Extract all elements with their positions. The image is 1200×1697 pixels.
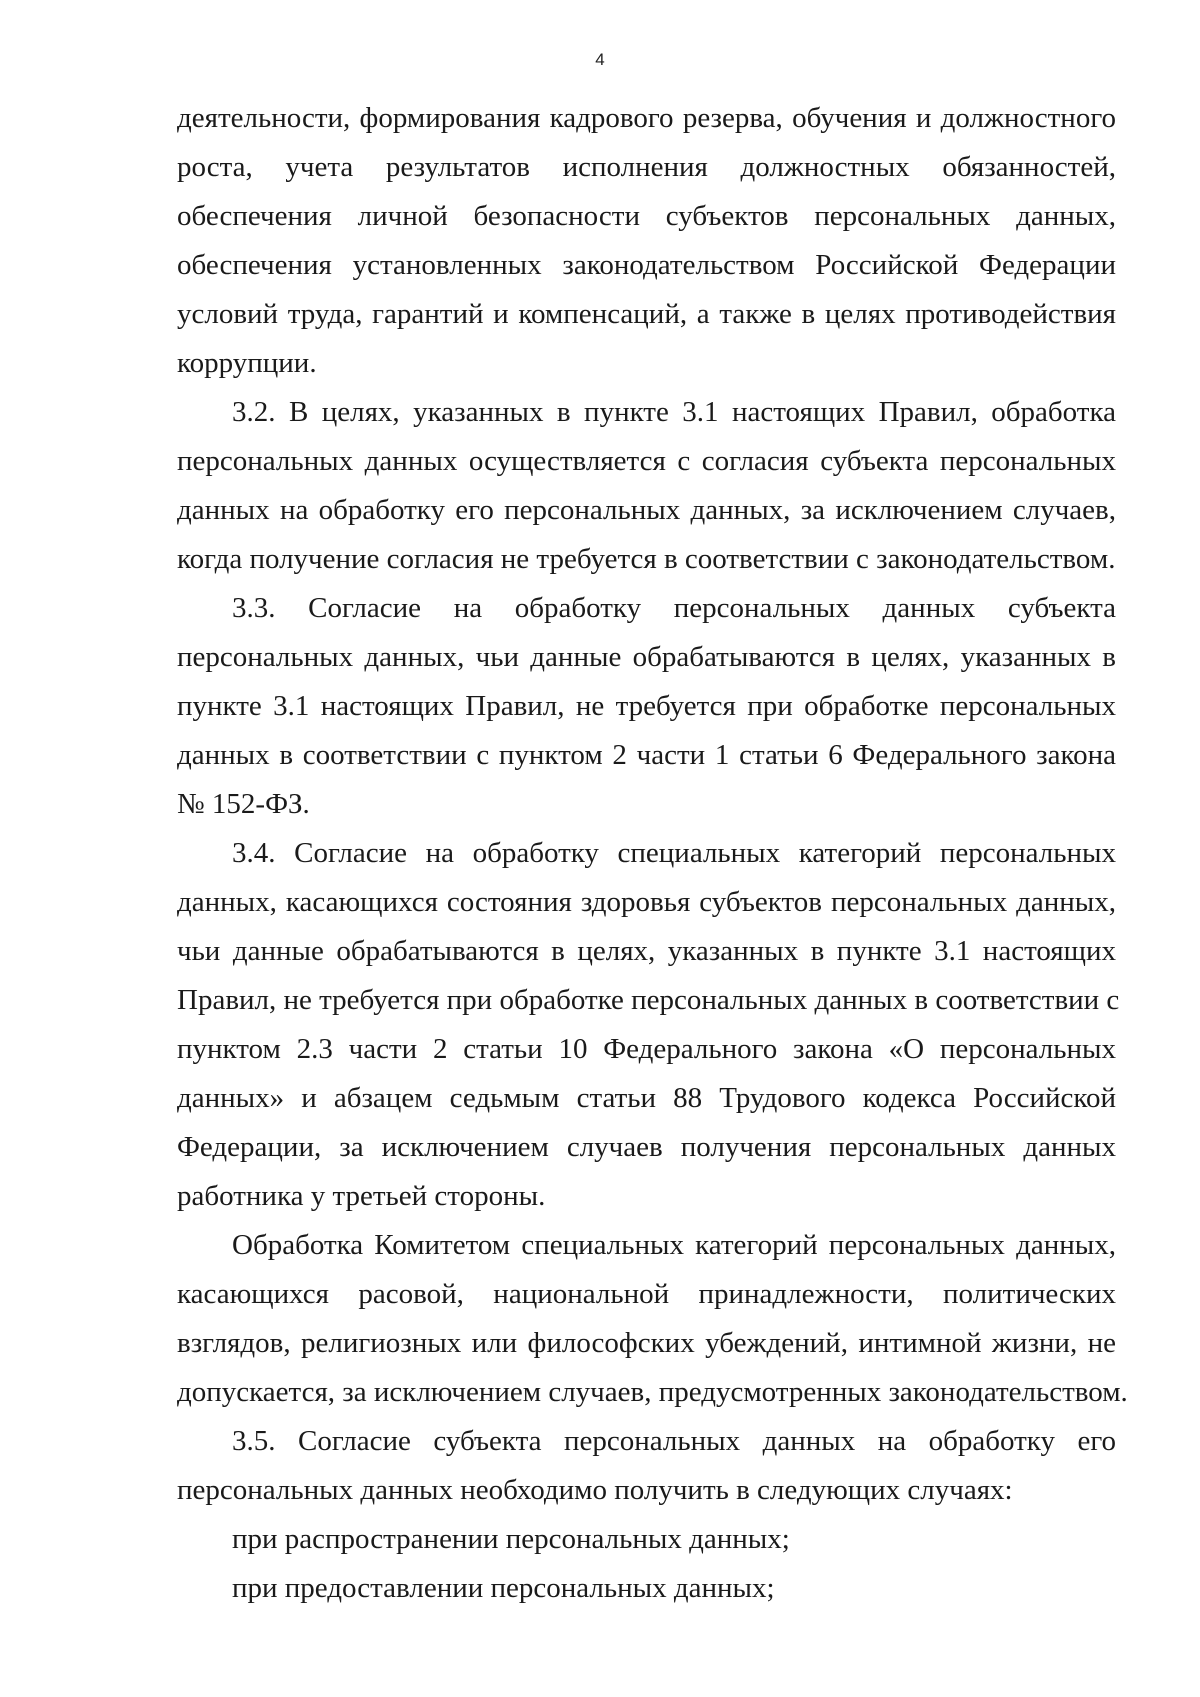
text-line: Правил, не требуется при обработке персональных данных в соответствии с [177,984,1120,1016]
text-line: чьи данные обрабатываются в целях, указанных в пункте 3.1 настоящих [177,935,1116,967]
text-line: условий труда, гарантий и компенсаций, а также в целях противодействия [177,298,1116,330]
text-line: 3.5. Согласие субъекта персональных данных на обработку его [232,1425,1116,1457]
page-number: 4 [595,50,605,69]
text-line: касающихся расовой, национальной принадлежности, политических [177,1278,1116,1310]
text-line: персональных данных осуществляется с согласия субъекта персональных [177,445,1116,477]
text-line: Федерации, за исключением случаев получения персональных данных [177,1131,1116,1163]
text-line: персональных данных необходимо получить в следующих случаях: [177,1474,1013,1506]
text-line: при предоставлении персональных данных; [232,1572,775,1604]
text-line: допускается, за исключением случаев, предусмотренных законодательством. [177,1376,1128,1408]
text-line: данных в соответствии с пунктом 2 части 1 статьи 6 Федерального закона [177,739,1116,771]
text-line: пункте 3.1 настоящих Правил, не требуется при обработке персональных [177,690,1116,722]
text-line: пунктом 2.3 части 2 статьи 10 Федерального закона «О персональных [177,1033,1116,1065]
text-line: данных» и абзацем седьмым статьи 88 Трудового кодекса Российской [177,1082,1116,1114]
text-line: деятельности, формирования кадрового резерва, обучения и должностного [177,102,1116,134]
text-line: персональных данных, чьи данные обрабатываются в целях, указанных в [177,641,1116,673]
document-body [177,94,1128,1613]
text-line: обеспечения установленных законодательством Российской Федерации [177,249,1116,281]
text-line: 3.2. В целях, указанных в пункте 3.1 настоящих Правил, обработка [232,396,1116,428]
text-line: 3.3. Согласие на обработку персональных данных субъекта [232,592,1116,624]
text-line: обеспечения личной безопасности субъектов персональных данных, [177,200,1116,232]
text-line: данных, касающихся состояния здоровья субъектов персональных данных, [177,886,1116,918]
text-line: когда получение согласия не требуется в соответствии с законодательством. [177,543,1116,575]
text-line: при распространении персональных данных; [232,1523,790,1555]
text-line: роста, учета результатов исполнения должностных обязанностей, [177,151,1116,183]
text-line: взглядов, религиозных или философских убеждений, интимной жизни, не [177,1327,1116,1359]
text-line: данных на обработку его персональных данных, за исключением случаев, [177,494,1116,526]
text-line: Обработка Комитетом специальных категорий персональных данных, [232,1229,1116,1261]
text-line: № 152-ФЗ. [177,788,310,820]
text-line: 3.4. Согласие на обработку специальных категорий персональных [232,837,1116,869]
text-line: коррупции. [177,347,317,379]
text-line: работника у третьей стороны. [177,1180,546,1212]
